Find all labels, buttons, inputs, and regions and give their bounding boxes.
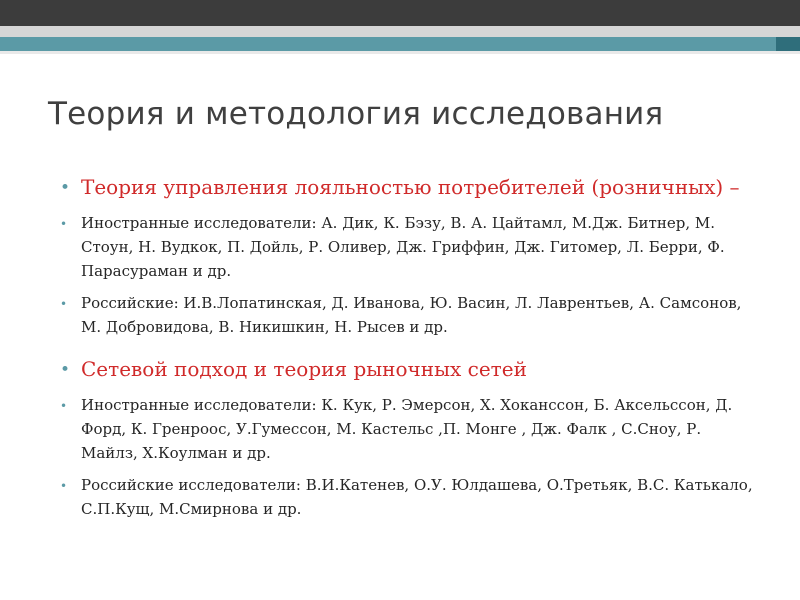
section-heading-loyalty bbox=[60, 173, 760, 202]
header-band-teal bbox=[0, 37, 800, 51]
list-item-text: Российские: И.В.Лопатинская, Д. Иванова, Ю. Васин, Л. Лаврентьев, А. Самсонов, М. Добровидова, В. Никишкин, Н. Рысев и др. bbox=[81, 294, 742, 336]
list-item-foreign-loyalty bbox=[60, 211, 760, 283]
bullet-icon: • bbox=[60, 217, 68, 231]
list-item-russian-loyalty bbox=[60, 291, 760, 339]
slide-title: Теория и методология исследования bbox=[48, 96, 664, 132]
list-item-text: Иностранные исследователи: А. Дик, К. Бэзу, В. А. Цайтамл, М.Дж. Битнер, М. Стоун, Н. Вудкок, П. Дойль, Р. Оливер, Дж. Гриффин, Дж. Гитомер, Л. Берри, Ф. Парасураман и др. bbox=[81, 214, 725, 280]
header-band-accent bbox=[776, 37, 800, 51]
bullet-icon: • bbox=[60, 360, 71, 380]
bullet-icon: • bbox=[60, 297, 68, 311]
bullet-icon: • bbox=[60, 178, 71, 198]
list-item-text: Иностранные исследователи: К. Кук, Р. Эмерсон, Х. Хоканссон, Б. Аксельссон, Д. Форд, К. Гренроос, У.Гумессон, М. Кастельс ,П. Монге , Дж. Фалк , С.Сноу, Р. Майлз, Х.Коулман и др. bbox=[81, 396, 733, 462]
section-heading-text: Теория управления лояльностью потребителей (розничных) – bbox=[81, 175, 740, 199]
slide-content bbox=[60, 173, 760, 521]
list-item-text: Российские исследователи: В.И.Катенев, О.У. Юлдашева, О.Третьяк, В.С. Катькало, С.П.Кущ, М.Смирнова и др. bbox=[81, 476, 753, 518]
bullet-icon: • bbox=[60, 479, 68, 493]
section-heading-network bbox=[60, 355, 760, 384]
header-band-dark bbox=[0, 0, 800, 26]
header-band-stripe bbox=[0, 51, 800, 54]
list-item-russian-network bbox=[60, 473, 760, 521]
header-band-gray bbox=[0, 26, 800, 37]
section-heading-text: Сетевой подход и теория рыночных сетей bbox=[81, 357, 527, 381]
bullet-icon: • bbox=[60, 399, 68, 413]
list-item-foreign-network bbox=[60, 393, 760, 465]
